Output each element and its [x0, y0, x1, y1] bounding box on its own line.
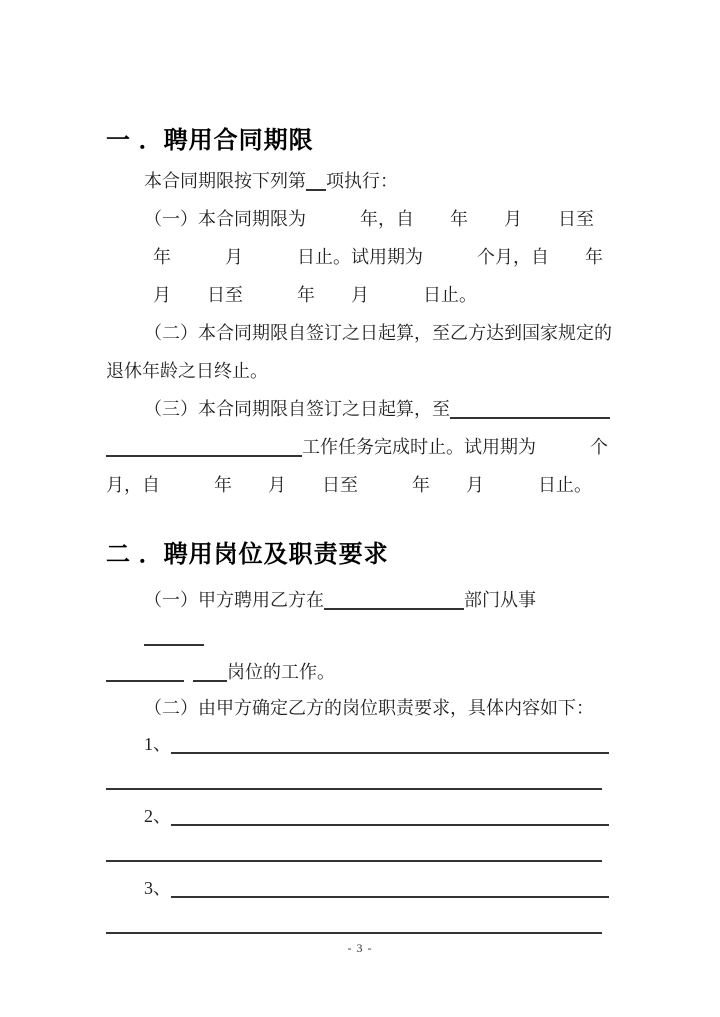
blank-underline	[144, 644, 204, 646]
doc-line	[106, 726, 612, 762]
text-run: 工作任务完成时止。试用期为 个	[302, 437, 608, 457]
doc-line	[106, 390, 612, 428]
section-1-title: 一 ．聘用合同期限	[106, 127, 314, 154]
text-run: （三）本合同期限自签订之日起算，至	[144, 399, 450, 419]
doc-line	[106, 834, 612, 870]
section-2-body	[106, 582, 612, 942]
blank-underline	[106, 788, 602, 790]
doc-line	[106, 466, 612, 504]
blank-underline	[306, 189, 326, 191]
doc-line	[106, 798, 612, 834]
text-run: 本合同期限按下列第	[144, 171, 306, 191]
blank-underline	[171, 824, 609, 826]
blank-underline	[171, 896, 609, 898]
doc-line	[106, 276, 612, 314]
page-number: - 3 -	[347, 941, 373, 955]
blank-underline	[106, 860, 602, 862]
text-run: 3、	[144, 878, 171, 898]
text-run	[184, 662, 193, 682]
blank-underline	[106, 932, 602, 934]
doc-line	[106, 582, 612, 654]
doc-line	[106, 314, 612, 352]
text-run: （二）由甲方确定乙方的岗位职责要求，具体内容如下：	[144, 698, 594, 718]
blank-underline	[106, 455, 302, 457]
doc-line	[106, 762, 612, 798]
doc-line	[106, 428, 612, 466]
text-run: 月 日至 年 月 日止。	[153, 285, 477, 305]
doc-line	[106, 654, 612, 690]
doc-line	[106, 870, 612, 906]
blank-underline	[450, 417, 610, 419]
text-run: 年 月 日止。试用期为 个月，自 年	[153, 247, 603, 267]
text-run: 1、	[144, 734, 171, 754]
doc-line	[106, 162, 612, 200]
text-run: （一）本合同期限为 年，自 年 月 日至	[144, 209, 594, 229]
section-2-title: 二 ．聘用岗位及职责要求	[106, 541, 389, 568]
doc-line	[106, 906, 612, 942]
doc-line	[106, 200, 612, 238]
doc-line	[106, 238, 612, 276]
blank-underline	[106, 680, 184, 682]
blank-underline	[324, 608, 464, 610]
blank-underline	[193, 680, 227, 682]
text-run: （一）甲方聘用乙方在	[144, 590, 324, 610]
doc-line	[106, 352, 612, 390]
blank-underline	[171, 752, 609, 754]
text-run: （二）本合同期限自签订之日起算，至乙方达到国家规定的	[144, 323, 612, 343]
text-run: 2、	[144, 806, 171, 826]
text-run: 项执行：	[326, 171, 398, 191]
text-run: 岗位的工作。	[227, 662, 335, 682]
text-run: 月，自 年 月 日至 年 月 日止。	[106, 475, 592, 495]
doc-line	[106, 690, 612, 726]
text-run: 部门从事	[464, 590, 554, 610]
text-run: 退休年龄之日终止。	[106, 361, 268, 381]
section-1-body	[106, 162, 612, 504]
